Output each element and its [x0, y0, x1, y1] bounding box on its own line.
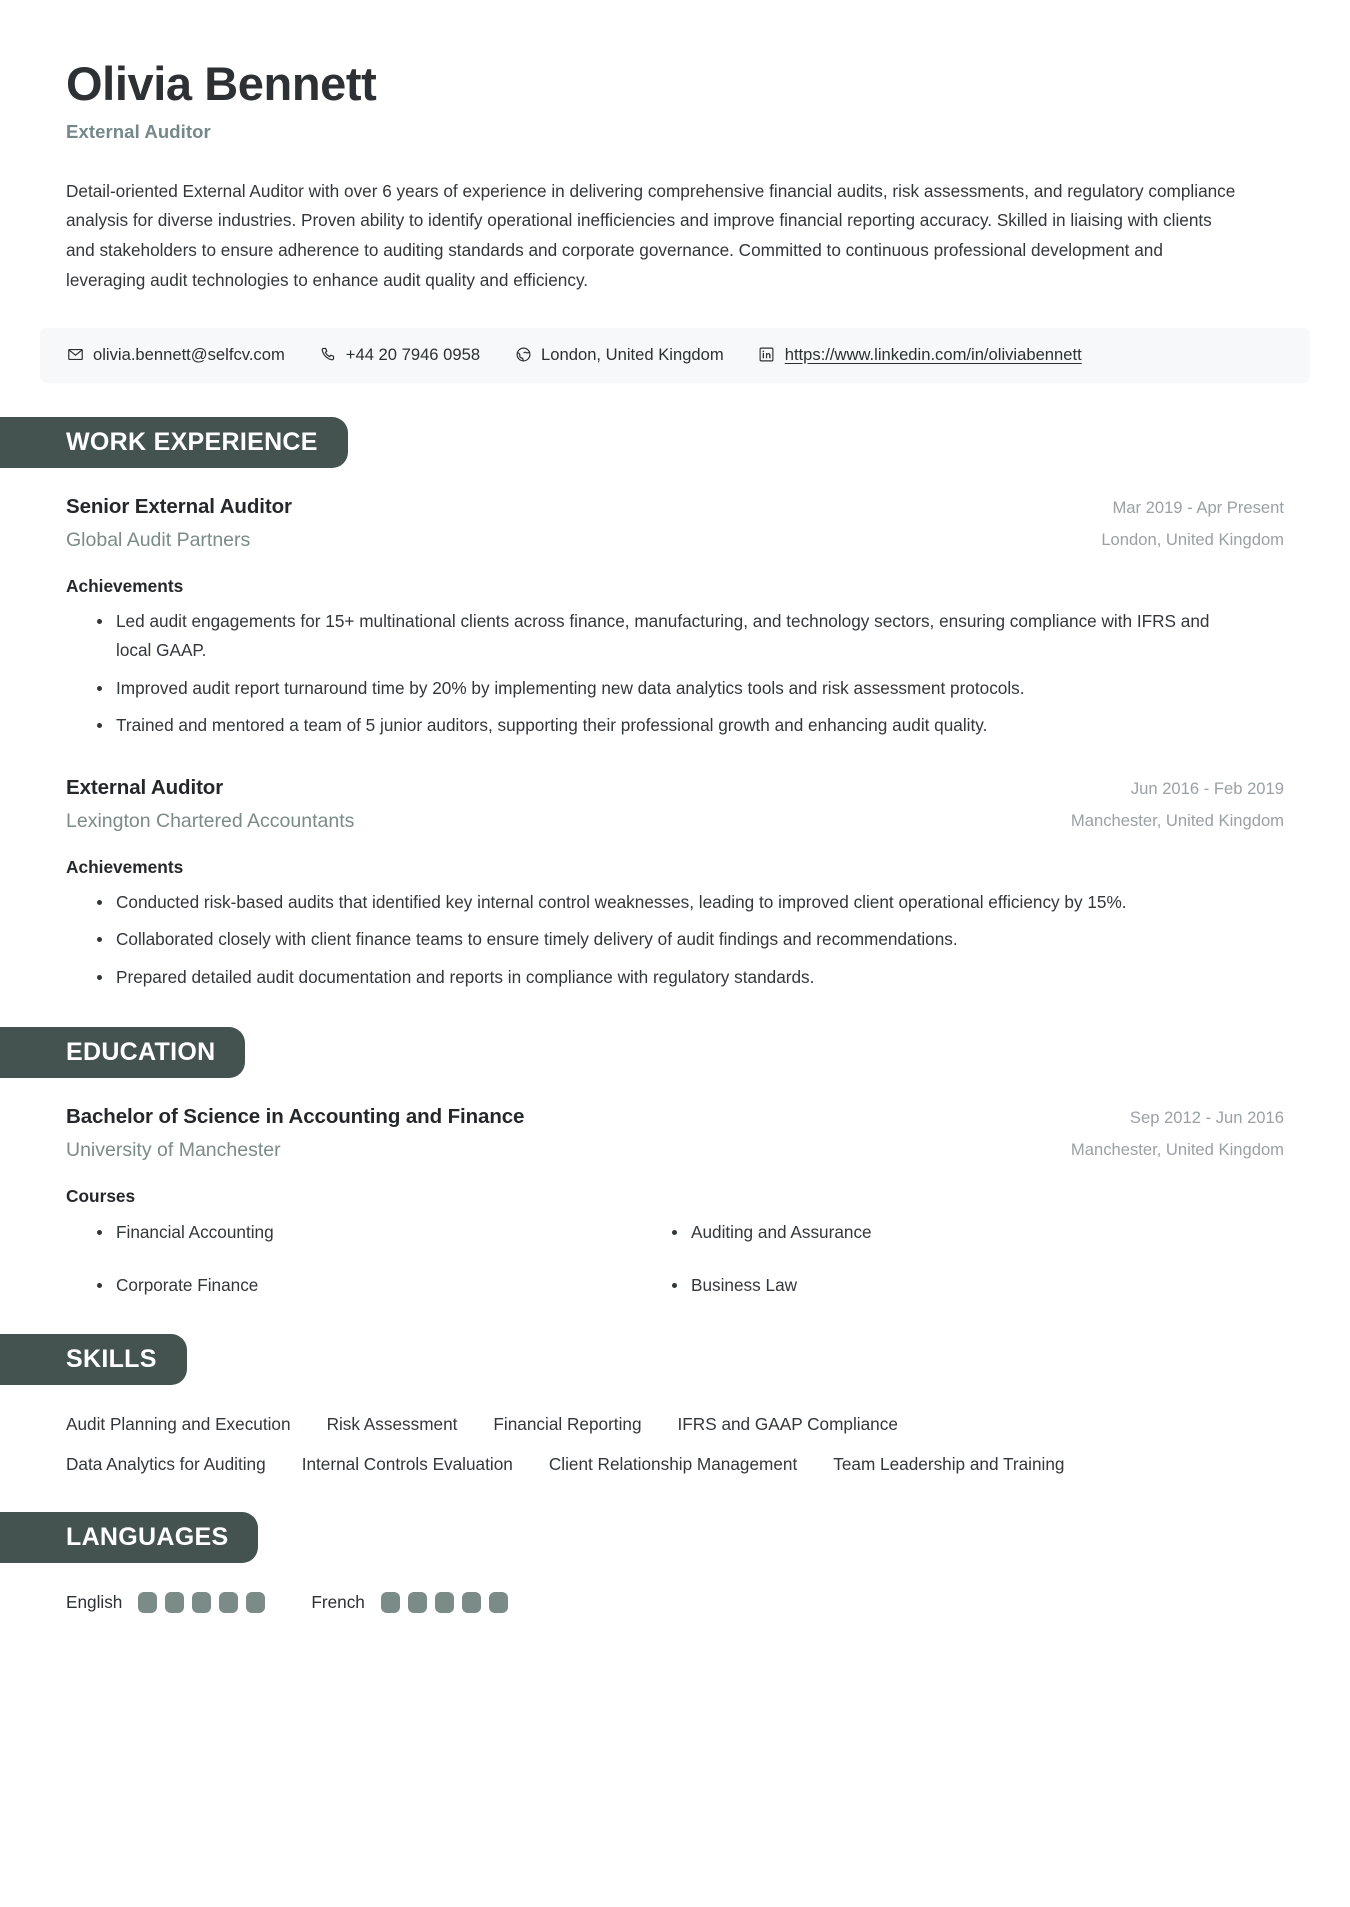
- achievements-list: [66, 888, 1284, 993]
- education-entry-head: [66, 1104, 1284, 1164]
- language-level-dot: [219, 1592, 238, 1613]
- section-title-languages: LANGUAGES: [0, 1512, 258, 1563]
- contact-email-text: olivia.bennett@selfcv.com: [93, 344, 285, 364]
- language-level-dot: [435, 1592, 454, 1613]
- education-entry-left: [66, 1104, 524, 1164]
- courses-list: [66, 1219, 1236, 1300]
- contact-phone-text: +44 20 7946 0958: [345, 344, 481, 364]
- school-name: University of Manchester: [66, 1139, 281, 1162]
- work-entry-right: [1101, 494, 1284, 551]
- section-title-education: EDUCATION: [0, 1027, 245, 1078]
- phone-icon: [319, 346, 337, 364]
- work-experience-badge-row: [0, 417, 1284, 468]
- languages-list: [66, 1591, 1284, 1613]
- job-date-range: Jun 2016 - Feb 2019: [1130, 778, 1284, 798]
- language-level-dot: [192, 1592, 211, 1613]
- skill-item: IFRS and GAAP Compliance: [677, 1413, 898, 1434]
- achievement-item: Improved audit report turnaround time by 20% by implementing new data analytics tools and risk assessment protocols.: [116, 674, 1284, 704]
- contact-location[interactable]: [514, 345, 724, 365]
- course-item: Auditing and Assurance: [691, 1219, 1236, 1247]
- section-title-skills: SKILLS: [0, 1334, 187, 1385]
- work-entry-left: [66, 494, 292, 554]
- contact-bar: [40, 328, 1310, 383]
- section-skills: [66, 1334, 1284, 1478]
- contact-email[interactable]: [66, 345, 285, 365]
- linkedin-icon: [758, 346, 776, 364]
- education-badge-row: [0, 1027, 1284, 1078]
- contact-phone[interactable]: [319, 345, 480, 365]
- achievements-list: [66, 607, 1284, 741]
- language-level-dot: [408, 1592, 427, 1613]
- achievement-item: Conducted risk-based audits that identified key internal control weaknesses, leading to improved client operational efficiency by 15%.: [116, 888, 1284, 918]
- skill-item: Data Analytics for Auditing: [66, 1454, 266, 1475]
- course-item: Financial Accounting: [116, 1219, 661, 1247]
- company-name: Lexington Chartered Accountants: [66, 810, 355, 833]
- candidate-role: External Auditor: [66, 120, 211, 142]
- skill-item: Team Leadership and Training: [833, 1454, 1065, 1475]
- globe-icon: [514, 346, 532, 364]
- job-title: External Auditor: [66, 775, 224, 799]
- achievement-item: Prepared detailed audit documentation and reports in compliance with regulatory standards.: [116, 963, 1284, 993]
- language-level-dot: [138, 1592, 157, 1613]
- candidate-name: Olivia Bennett: [66, 57, 377, 110]
- work-entry-head: [66, 494, 1284, 554]
- contact-linkedin-text[interactable]: https://www.linkedin.com/in/oliviabennett: [784, 344, 1082, 364]
- skill-item: Audit Planning and Execution: [66, 1413, 291, 1434]
- skill-item: Risk Assessment: [326, 1413, 458, 1434]
- professional-summary: Detail-oriented External Auditor with over 6 years of experience in delivering comprehensive financial audits, risk assessments, and regulatory compliance analysis for diverse industries. Proven ability to identify operational inefficiencies and improve financial reporting accuracy. Skilled in liaising with clients and stakeholders to ensure adherence to auditing standards and corporate governance. Committed to continuous professional development and leveraging audit technologies to enhance audit quality and efficiency.: [66, 180, 1236, 290]
- job-location: London, United Kingdom: [1101, 530, 1284, 550]
- work-entry-left: [66, 775, 354, 835]
- skill-item: Client Relationship Management: [548, 1454, 798, 1475]
- achievement-item: Led audit engagements for 15+ multinational clients across finance, manufacturing, and technology sectors, ensuring compliance with IFRS and local GAAP.: [116, 607, 1284, 666]
- education-entry-right: [1071, 1104, 1284, 1161]
- skill-item: Internal Controls Evaluation: [301, 1454, 513, 1475]
- skills-list: [66, 1411, 1076, 1478]
- job-date-range: Mar 2019 - Apr Present: [1112, 497, 1284, 517]
- section-work-experience: [66, 417, 1284, 993]
- work-entry-head: [66, 775, 1284, 835]
- achievement-item: Collaborated closely with client finance teams to ensure timely delivery of audit findings and recommendations.: [116, 925, 1284, 955]
- job-title: Senior External Auditor: [66, 494, 292, 518]
- skill-item: Financial Reporting: [493, 1413, 642, 1434]
- company-name: Global Audit Partners: [66, 529, 251, 552]
- courses-label: Courses: [66, 1185, 136, 1206]
- contact-linkedin[interactable]: [758, 345, 1082, 365]
- language-level-dot: [246, 1592, 265, 1613]
- section-languages: [66, 1512, 1284, 1613]
- language-level-dot: [462, 1592, 481, 1613]
- language-level-dots: [381, 1592, 508, 1613]
- degree-title: Bachelor of Science in Accounting and Finance: [66, 1104, 525, 1128]
- achievements-label: Achievements: [66, 856, 184, 877]
- education-location: Manchester, United Kingdom: [1070, 1140, 1284, 1160]
- languages-badge-row: [0, 1512, 1284, 1563]
- work-entry: [66, 494, 1284, 741]
- language-name: English: [66, 1591, 123, 1612]
- work-entry-right: [1071, 775, 1284, 832]
- language-level-dots: [138, 1592, 265, 1613]
- course-item: Corporate Finance: [116, 1272, 661, 1300]
- course-item: Business Law: [691, 1272, 1236, 1300]
- language-name: French: [311, 1591, 365, 1612]
- language-item: [311, 1591, 508, 1613]
- contact-location-text: London, United Kingdom: [541, 344, 724, 364]
- section-title-work: WORK EXPERIENCE: [0, 417, 348, 468]
- achievements-label: Achievements: [66, 575, 184, 596]
- language-level-dot: [165, 1592, 184, 1613]
- envelope-icon: [66, 346, 84, 364]
- skills-badge-row: [0, 1334, 1284, 1385]
- section-education: [66, 1027, 1284, 1300]
- language-level-dot: [381, 1592, 400, 1613]
- job-location: Manchester, United Kingdom: [1070, 811, 1284, 831]
- education-entry: [66, 1104, 1284, 1300]
- education-date-range: Sep 2012 - Jun 2016: [1129, 1107, 1284, 1127]
- work-entry: [66, 775, 1284, 993]
- language-level-dot: [489, 1592, 508, 1613]
- language-item: [66, 1591, 265, 1613]
- achievement-item: Trained and mentored a team of 5 junior auditors, supporting their professional growth and enhancing audit quality.: [116, 711, 1284, 741]
- resume-header: [66, 58, 1284, 296]
